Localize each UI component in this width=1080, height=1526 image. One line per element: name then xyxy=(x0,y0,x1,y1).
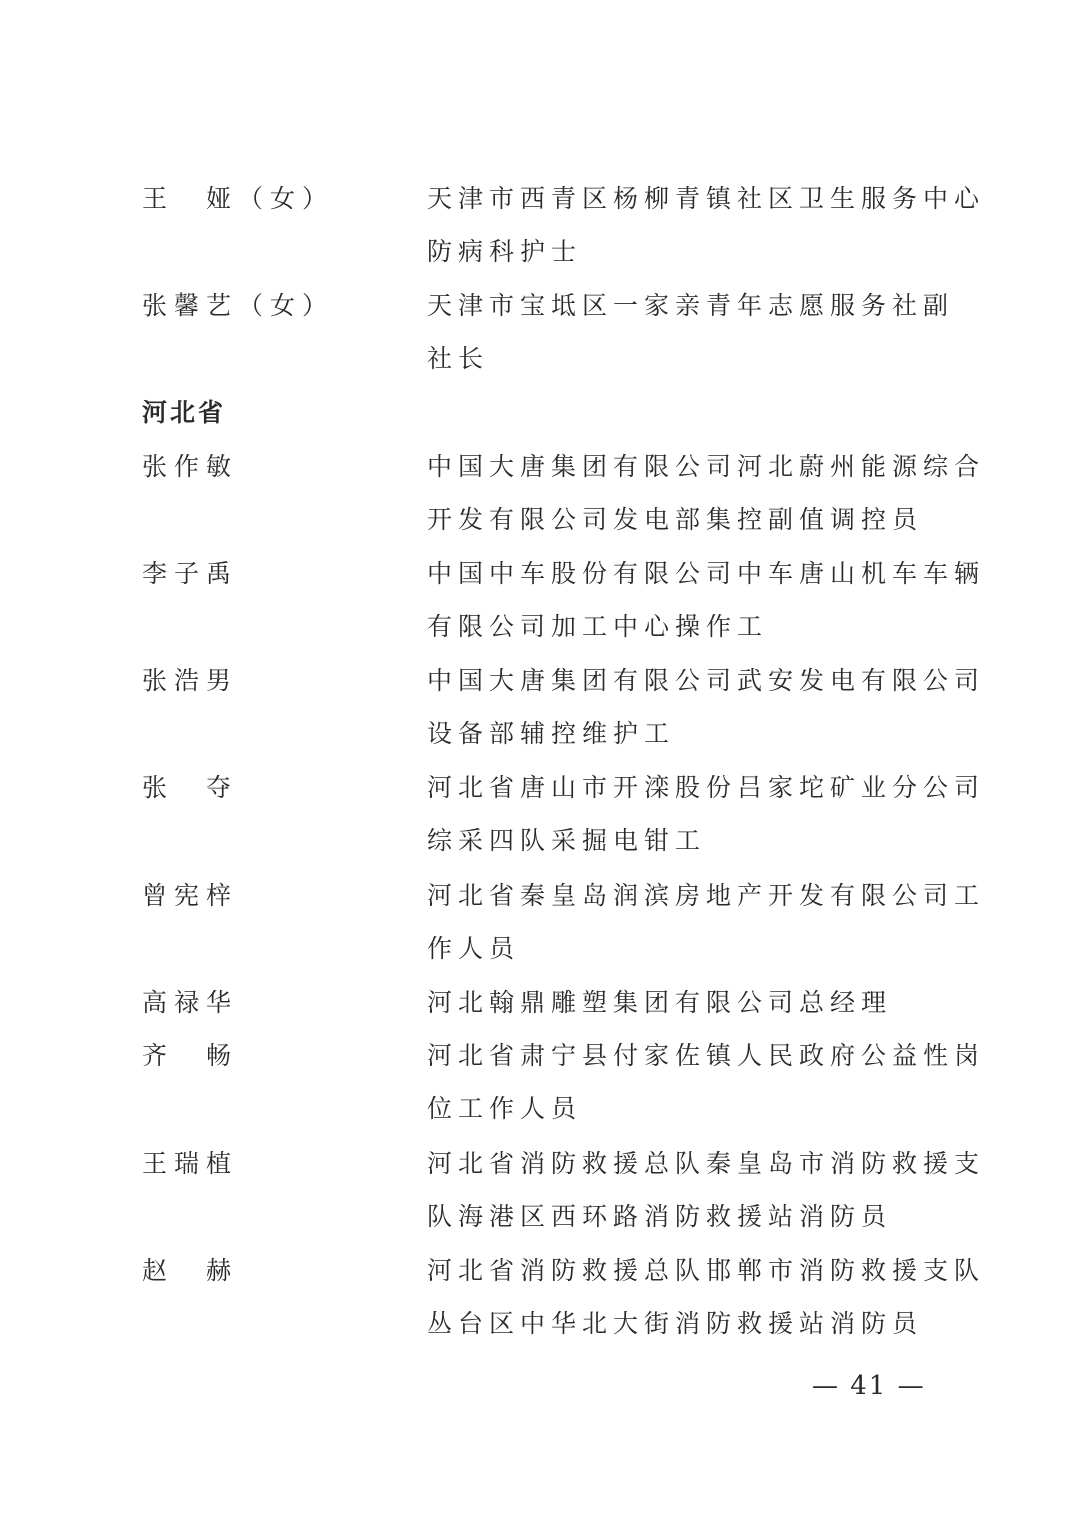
organization-line: 河北省肃宁县付家佐镇人民政府公益性岗 xyxy=(427,1041,986,1070)
person-name: 张馨艺（女） xyxy=(142,291,335,320)
person-name: 张 夺 xyxy=(142,773,239,802)
person-name: 高禄华 xyxy=(142,988,239,1017)
organization-line: 防病科护士 xyxy=(427,237,583,266)
person-name: 李子禹 xyxy=(142,559,239,588)
organization-line: 中国大唐集团有限公司河北蔚州能源综合 xyxy=(427,452,986,481)
organization-line: 丛台区中华北大街消防救援站消防员 xyxy=(427,1309,924,1338)
organization-line: 队海港区西环路消防救援站消防员 xyxy=(427,1202,893,1231)
person-name: 张浩男 xyxy=(142,666,239,695)
person-name: 曾宪梓 xyxy=(142,881,239,910)
organization-line: 天津市宝坻区一家亲青年志愿服务社副 xyxy=(427,291,955,320)
person-name: 赵 赫 xyxy=(142,1256,239,1285)
organization-line: 中国大唐集团有限公司武安发电有限公司 xyxy=(427,666,986,695)
organization-line: 开发有限公司发电部集控副值调控员 xyxy=(427,505,924,534)
organization-line: 河北省消防救援总队邯郸市消防救援支队 xyxy=(427,1256,986,1285)
organization-line: 河北省消防救援总队秦皇岛市消防救援支 xyxy=(427,1149,986,1178)
organization-line: 作人员 xyxy=(427,934,521,963)
person-name: 齐 畅 xyxy=(142,1041,239,1070)
person-name: 王瑞植 xyxy=(142,1149,239,1178)
organization-line: 综采四队采掘电钳工 xyxy=(427,826,707,855)
organization-line: 河北省秦皇岛润滨房地产开发有限公司工 xyxy=(427,881,986,910)
person-name: 张作敏 xyxy=(142,452,239,481)
section-heading: 河北省 xyxy=(142,398,227,427)
organization-line: 设备部辅控维护工 xyxy=(427,719,676,748)
organization-line: 社长 xyxy=(427,344,490,373)
page-number: — 41 — xyxy=(812,1371,926,1401)
organization-line: 中国中车股份有限公司中车唐山机车车辆 xyxy=(427,559,986,588)
organization-line: 位工作人员 xyxy=(427,1094,583,1123)
organization-line: 河北翰鼎雕塑集团有限公司总经理 xyxy=(427,988,893,1017)
organization-line: 河北省唐山市开滦股份吕家坨矿业分公司 xyxy=(427,773,986,802)
organization-line: 天津市西青区杨柳青镇社区卫生服务中心 xyxy=(427,184,986,213)
person-name: 王 娅（女） xyxy=(142,184,335,213)
organization-line: 有限公司加工中心操作工 xyxy=(427,612,769,641)
